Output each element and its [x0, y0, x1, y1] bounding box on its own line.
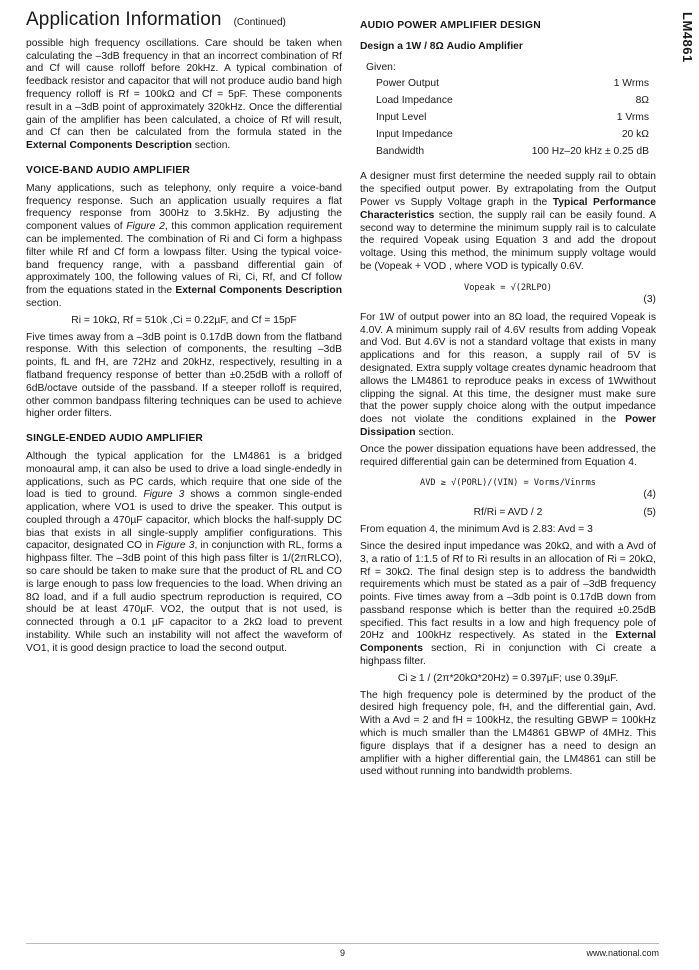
equation-5 — [360, 507, 656, 520]
given-spec-row — [376, 94, 649, 111]
part-number-side-label: LM4861 — [680, 12, 695, 63]
paragraph-voice-band: Many applications, such as telephony, only require a voice-band frequency response. Such an application usually requires a flat frequency response from 300Hz to 3.5kHz. By adjusting the component values of Figure 2, this common application requirement can be implemented. The combination of Ri and Ci form a highpass filter while Rf and Cf form a lowpass filter. Using the typical voice-band frequency range, with a passband differential gain of approximately 100, the following values of Ri, Ci, Rf, and Cf follow from the equations stated in the External Components Description section. — [26, 182, 342, 309]
given-spec-label: Load Impedance — [376, 95, 453, 107]
paragraph-feedback: possible high frequency oscillations. Care should be taken when calculating the –3dB frequency in that an incorrect combination of Rf and Cf will cause rolloff before 20kHz. A typical combination of feedback resistor and capacitor that will not produce audio band high frequency rolloff is Rf = 100kΩ and Cf = 5pF. These components result in a –3dB point of approximately 320kHz. Once the differential gain of the amplifier has been calculated, a choice of Rf will result, and Cf can then be calculated from the formula stated in the External Components Description section. — [26, 37, 342, 152]
equation-3-number: (3) — [643, 293, 656, 305]
left-column — [26, 9, 342, 660]
paragraph-min-gain: From equation 4, the minimum Avd is 2.83: Avd = 3 — [360, 524, 593, 536]
component-values-equation: Ri = 10kΩ, Rf = 510k ,Ci = 0.22µF, and Cf = 15pF — [71, 314, 297, 326]
figure-ref: Figure 3 — [143, 489, 185, 501]
paragraph-differential-gain: Once the power dissipation equations have been addressed, the required differential gain can be determined from Equation 4. — [360, 443, 656, 468]
equation-5-number: (5) — [643, 507, 656, 519]
given-spec-row — [376, 77, 649, 94]
equation-4-number: (4) — [643, 489, 656, 501]
paragraph-high-frequency-pole: The high frequency pole is determined by the product of the desired high frequency pole, fH, and the differential gain, Avd. With a Avd = 2 and fH = 100kHz, the resulting GBWP = 100kHz which is much smaller than the LM4861 GBWP of 4MHz. This figure displays that if a designer has a need to design an amplifier with a higher differential gain, the LM4861 can still be used without running into bandwidth problems. — [360, 689, 656, 778]
equation-4 — [360, 473, 656, 503]
figure-ref: Figure 2 — [126, 221, 165, 233]
paragraph-single-ended: Although the typical application for the LM4861 is a bridged monoaural amp, it can also be used to drive a load single-endedly in applications, such as PC cards, which require that one side of the load is tied to ground. Figure 3 shows a common single-ended application, where VO1 is used to drive the speaker. This output is coupled through a 470µF capacitor, which blocks the half-supply DC bias that exists in all single-supply amplifier configurations. This capacitor, designated CO in Figure 3, in conjunction with RL, forms a highpass filter. The –3dB point of this high pass filter is 1/(2πRLCO), so care should be taken to make sure that the product of RL and CO is large enough to pass low frequencies to the load. When driving an 8Ω load, and if a full audio spectrum reproduction is required, CO should be at least 470µF. VO2, the output that is not used, is connected through a 0.1 µF capacitor to a 2kΩ load to prevent instability. While such an instability will not affect the waveform of VO1, it is good design practice to load the second output. — [26, 450, 342, 654]
page-number: 9 — [340, 948, 346, 958]
section-title-continued: (Continued) — [233, 17, 286, 28]
given-spec-value: 1 Wrms — [613, 78, 649, 90]
equation-4-body: AVD ≥ √(PORL)/(VIN) = Vorms/Vinrms — [420, 478, 596, 489]
given-spec-label: Power Output — [376, 78, 439, 90]
ref-power-dissipation: Power Dissipation — [360, 414, 656, 438]
ref-typical-performance: Typical Performance Characteristics — [360, 196, 656, 221]
given-spec-value: 1 Vrms — [616, 111, 649, 123]
subheading-design: Design a 1W / 8Ω Audio Amplifier — [360, 40, 523, 52]
given-spec-label: Input Impedance — [376, 128, 453, 140]
ref-external-components: External Components Description — [175, 285, 342, 297]
footer-divider — [26, 943, 659, 944]
given-spec-label: Input Level — [376, 111, 427, 123]
figure-ref: Figure 3 — [156, 540, 195, 552]
heading-audio-design: AUDIO POWER AMPLIFIER DESIGN — [360, 20, 541, 31]
given-spec-row — [376, 111, 649, 128]
given-specs-table — [376, 77, 649, 161]
given-spec-row — [376, 145, 649, 162]
section-title-line — [26, 9, 342, 30]
footer-url: www.national.com — [586, 948, 659, 958]
given-spec-value: 20 kΩ — [621, 128, 649, 140]
given-spec-row — [376, 128, 649, 145]
right-column — [360, 14, 656, 783]
ref-external-components: External Components — [360, 630, 656, 655]
equation-5-body: Rf/Ri = AVD / 2 — [473, 507, 543, 519]
paragraph-output-power: For 1W of output power into an 8Ω load, the required Vopeak is 4.0V. A minimum supply rail of 4.6V results from adding Vopeak and Vod. But 4.6V is not a standard voltage that exists in many applications and for this reason, a supply rail of 5V is designated. Extra supply voltage creates dynamic headroom that allows the LM4861 to reproduce peaks in excess of 1Wwithout clipping the signal. At this time, the designer must make sure that the power supply choice along with the output impedance does not violate the conditions explained in the Power Dissipation section. — [360, 311, 656, 438]
given-spec-label: Bandwidth — [376, 145, 425, 157]
paragraph-rolloff: Five times away from a –3dB point is 0.17dB down from the flatband response. With this selection of components, the resulting –3dB points, fL and fH, are 72Hz and 20kHz, respectively, resulting in a flatband frequency response of better than ±0.25dB with a rolloff of 6dB/octave outside of the passband. If a steeper rolloff is required, other common bandpass filtering techniques can be used to achieve higher order filters. — [26, 331, 342, 420]
given-label: Given: — [366, 61, 396, 73]
ref-external-components: External Components Description — [26, 140, 192, 152]
equation-ci: Ci ≥ 1 / (2π*20kΩ*20Hz) = 0.397µF; use 0.39µF. — [397, 672, 619, 684]
paragraph-input-impedance: Since the desired input impedance was 20kΩ, and with a Avd of 3, a ratio of 1:1.5 of Rf to Ri results in an allocation of Ri = 20kΩ, Rf = 30kΩ. The final design step is to address the bandwidth requirements which must be stated as a pair of –3dB frequency points. Five times away from a –3db point is 0.17dB down from passband response which is better than the required ±0.25dB specified. This fact results in a low and high frequency pole of 20Hz and 100kHz respectively. As stated in the External Components section, Ri in conjunction with Ci create a highpass filter. — [360, 540, 656, 668]
given-spec-value: 8Ω — [635, 95, 649, 107]
equation-3 — [360, 278, 656, 308]
section-title: Application Information — [26, 9, 222, 30]
heading-single-ended: SINGLE-ENDED AUDIO AMPLIFIER — [26, 433, 204, 445]
paragraph-supply-rail: A designer must first determine the needed supply rail to obtain the specified output power. By extrapolating from the Output Power vs Supply Voltage graph in the Typical Performance Characteristics section, the supply rail can be easily found. A second way to determine the minimum supply rail is to calculate the required Vopeak using Equation 3 and add the dropout voltage. Using this method, the minimum supply voltage would be (Vopeak + VOD , where VOD is typically 0.6V. — [360, 171, 656, 272]
heading-voice-band: VOICE-BAND AUDIO AMPLIFIER — [26, 164, 191, 176]
equation-3-body: Vopeak = √(2RLPO) — [464, 282, 552, 293]
given-spec-value: 100 Hz–20 kHz ± 0.25 dB — [531, 145, 649, 157]
